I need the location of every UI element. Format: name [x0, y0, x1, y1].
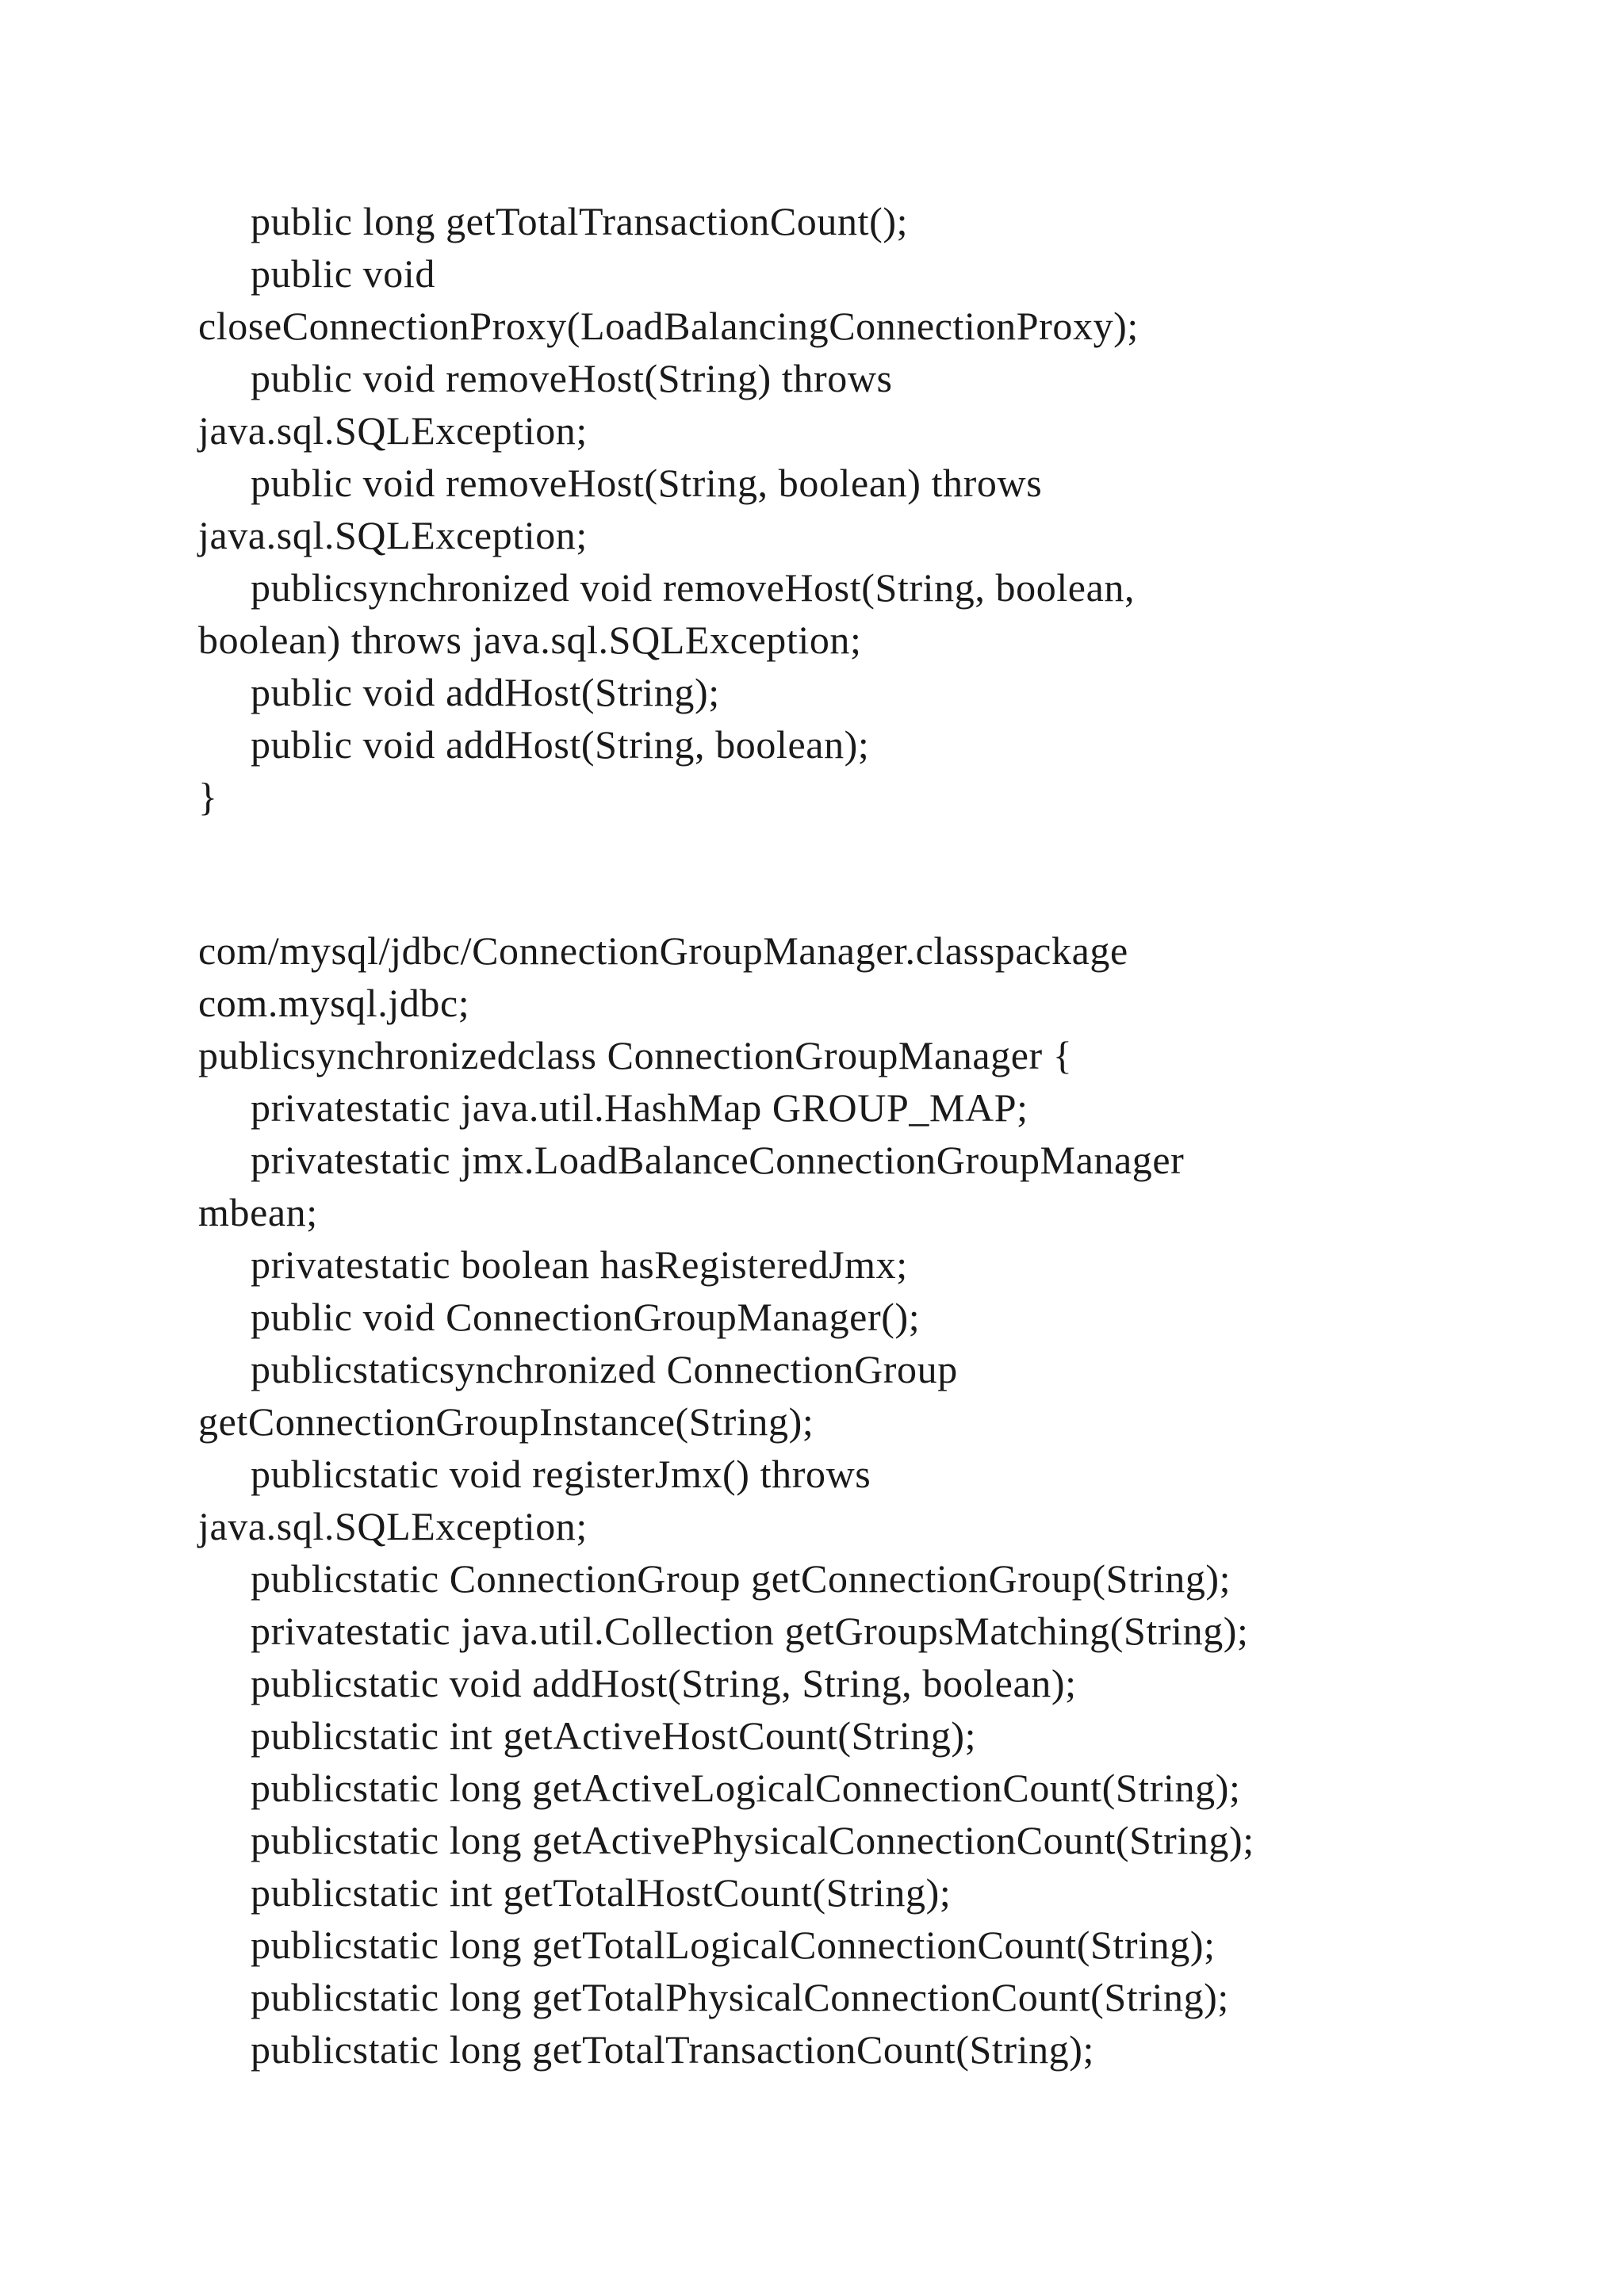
code-line: privatestatic jmx.LoadBalanceConnectionGroupManager [251, 1138, 1185, 1182]
code-line: public void removeHost(String, boolean) throws [251, 461, 1043, 505]
code-line: public void [251, 251, 435, 296]
code-line: publicstatic int getTotalHostCount(String); [251, 1870, 952, 1915]
code-block-interface-tail [198, 195, 1562, 823]
code-line: public void ConnectionGroupManager(); [251, 1295, 921, 1339]
code-line: public void addHost(String, boolean); [251, 722, 870, 767]
code-line: java.sql.SQLException; [198, 408, 588, 453]
code-line: publicstatic long getActivePhysicalConnectionCount(String); [251, 1818, 1254, 1862]
code-line: public void addHost(String); [251, 670, 720, 714]
class-file-path: com/mysql/jdbc/ConnectionGroupManager.classpackage [198, 928, 1128, 973]
code-line: publicstatic int getActiveHostCount(String); [251, 1713, 977, 1758]
code-line: publicstatic void registerJmx() throws [251, 1452, 871, 1496]
code-line: publicstatic ConnectionGroup getConnectionGroup(String); [251, 1556, 1231, 1601]
code-line: publicstatic void addHost(String, String, boolean); [251, 1661, 1077, 1705]
code-line: java.sql.SQLException; [198, 513, 588, 557]
code-line: public long getTotalTransactionCount(); [251, 199, 909, 243]
class-declaration: publicsynchronizedclass ConnectionGroupManager { [198, 1033, 1073, 1077]
code-line: privatestatic boolean hasRegisteredJmx; [251, 1242, 908, 1287]
code-block-connection-group-manager [198, 924, 1562, 2076]
code-line: publicsynchronized void removeHost(String, boolean, [251, 565, 1136, 610]
code-line: publicstatic long getTotalLogicalConnectionCount(String); [251, 1923, 1216, 1967]
code-line: privatestatic java.util.HashMap GROUP_MAP; [251, 1085, 1028, 1130]
code-line: mbean; [198, 1190, 318, 1234]
package-name: com.mysql.jdbc; [198, 981, 470, 1025]
closing-brace: } [198, 775, 218, 819]
code-line: publicstaticsynchronized ConnectionGroup [251, 1347, 958, 1391]
code-line: publicstatic long getTotalPhysicalConnectionCount(String); [251, 1975, 1229, 2019]
code-line: privatestatic java.util.Collection getGroupsMatching(String); [251, 1609, 1249, 1653]
code-line: getConnectionGroupInstance(String); [198, 1399, 814, 1444]
code-line: publicstatic long getTotalTransactionCount(String); [251, 2027, 1095, 2072]
code-line: java.sql.SQLException; [198, 1504, 588, 1548]
code-line: public void removeHost(String) throws [251, 356, 893, 400]
code-line: publicstatic long getActiveLogicalConnectionCount(String); [251, 1766, 1241, 1810]
code-line: boolean) throws java.sql.SQLException; [198, 618, 862, 662]
code-line: closeConnectionProxy(LoadBalancingConnectionProxy); [198, 304, 1139, 348]
